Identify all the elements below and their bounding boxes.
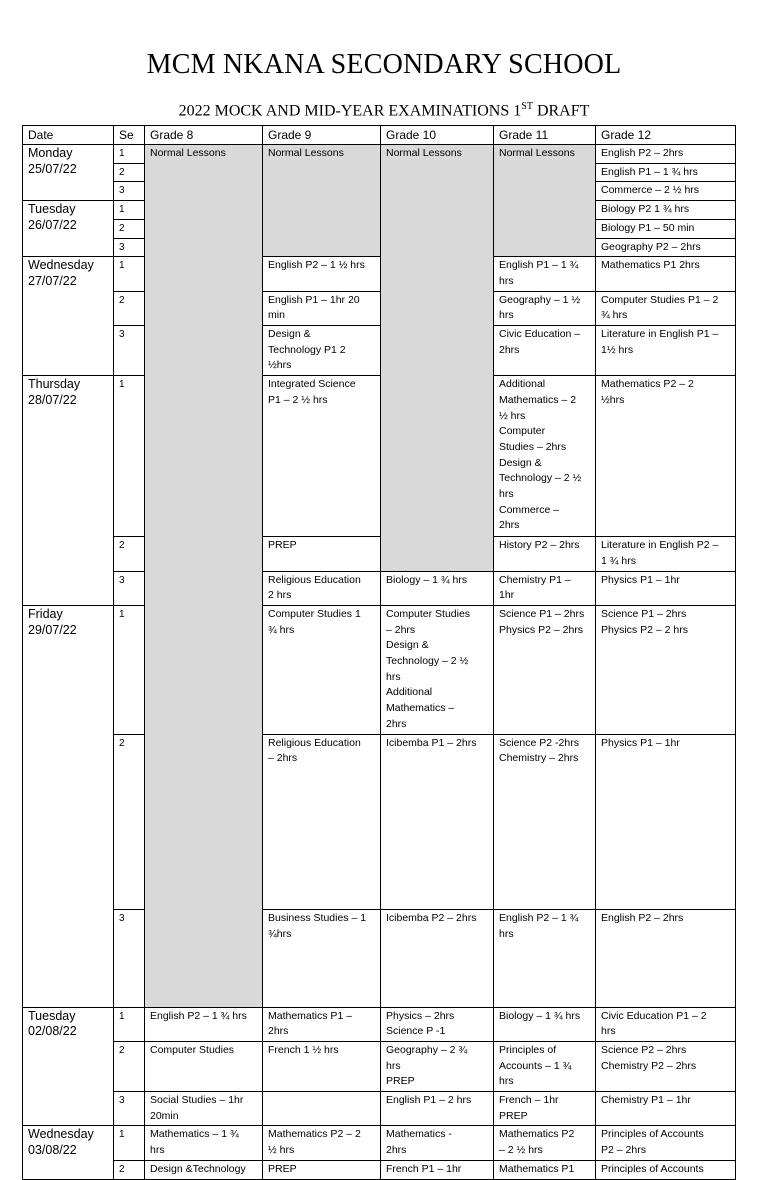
- grade-11-cell: Physics P1 – 1hr: [596, 734, 736, 910]
- grade-12-cell: Science P1 – 2hrs Physics P2 – 2 hrs: [596, 605, 736, 734]
- header-date: Date: [23, 126, 114, 145]
- grade-12-cell: Principles of Accounts P2 – 2hrs: [596, 1126, 736, 1160]
- grade-9-cell: Icibemba P2 – 2hrs: [381, 910, 494, 1007]
- grade-8-cell: Social Studies – 1hr 20min: [145, 1092, 263, 1126]
- grade-12-cell: Mathematics P2 – 2 ½hrs: [596, 376, 736, 537]
- grade-12-cell: English P2 – 2hrs: [596, 145, 736, 164]
- grade-11-cell: Civic Education – 2hrs: [494, 326, 596, 376]
- header-grade-12: Grade 12: [596, 126, 736, 145]
- grade-11-cell: French – 1hr PREP: [494, 1092, 596, 1126]
- table-row: [23, 571, 736, 605]
- grade-10-normal-lessons: Normal Lessons: [381, 145, 494, 572]
- table-row: [23, 257, 736, 291]
- grade-8-cell: English P2 – 1 ¾ hrs: [145, 1007, 263, 1041]
- grade-9-cell: Design & Technology P1 2 ½hrs: [263, 326, 381, 376]
- grade-10-cell: English P2 – 1 ¾ hrs: [494, 910, 596, 1007]
- session-cell: 2: [114, 1160, 145, 1179]
- grade-12-cell: Science P2 – 2hrs Chemistry P2 – 2hrs: [596, 1041, 736, 1091]
- session-cell: 2: [114, 734, 145, 910]
- grade-12-cell: English P1 – 1 ¾ hrs: [596, 163, 736, 182]
- day-cell: Monday 25/07/22: [23, 145, 114, 201]
- grade-11-cell: Chemistry P1 – 1hr: [494, 571, 596, 605]
- day-cell: Tuesday 26/07/22: [23, 201, 114, 257]
- table-row: [23, 326, 736, 376]
- grade-11-cell: Geography – 1 ½ hrs: [494, 291, 596, 325]
- grade-12-cell: Biology P2 1 ¾ hrs: [596, 201, 736, 220]
- grade-11-cell: Additional Mathematics – 2 ½ hrs Computer Studies – 2hrs Design & Technology – 2 ½ hrs Commerce – 2hrs: [494, 376, 596, 537]
- grade-10-cell: French P1 – 1hr: [381, 1160, 494, 1179]
- grade-11-cell: English P2 – 2hrs: [596, 910, 736, 1007]
- subtitle-tail: DRAFT: [532, 102, 590, 120]
- grade-9-normal-lessons: Normal Lessons: [263, 145, 381, 257]
- session-cell: 3: [114, 1092, 145, 1126]
- header-session: Se: [114, 126, 145, 145]
- grade-10-cell: Geography – 2 ¾ hrs PREP: [381, 1041, 494, 1091]
- grade-8-cell: Design &Technology: [145, 1160, 263, 1179]
- grade-9-cell: Icibemba P1 – 2hrs: [381, 734, 494, 910]
- header-row: [23, 126, 736, 145]
- session-cell: 3: [114, 326, 145, 376]
- grade-11-cell: English P1 – 1 ¾ hrs: [494, 257, 596, 291]
- table-row: [23, 1160, 736, 1179]
- session-cell: 3: [114, 571, 145, 605]
- grade-11-cell: Principles of Accounts – 1 ¾ hrs: [494, 1041, 596, 1091]
- session-cell: 1: [114, 1007, 145, 1041]
- grade-8-normal-lessons: Normal Lessons: [145, 145, 263, 1008]
- grade-12-cell: Principles of Accounts: [596, 1160, 736, 1179]
- session-cell: 2: [114, 1041, 145, 1091]
- grade-11-cell: Biology – 1 ¾ hrs: [494, 1007, 596, 1041]
- session-cell: 1: [114, 1126, 145, 1160]
- session-cell: 1: [114, 605, 145, 734]
- session-cell: 3: [114, 182, 145, 201]
- table-row: [23, 605, 736, 734]
- grade-10-cell: Physics – 2hrs Science P -1: [381, 1007, 494, 1041]
- grade-12-cell: Civic Education P1 – 2 hrs: [596, 1007, 736, 1041]
- table-row: [23, 910, 736, 1007]
- grade-11-cell: Mathematics P1: [494, 1160, 596, 1179]
- day-cell: Tuesday 02/08/22: [23, 1007, 114, 1126]
- document-subtitle: [0, 101, 768, 120]
- header-grade-9: Grade 9: [263, 126, 381, 145]
- grade-8-cell: Business Studies – 1 ¾hrs: [263, 910, 381, 1007]
- grade-8-cell: Computer Studies: [145, 1041, 263, 1091]
- day-cell: Wednesday 03/08/22: [23, 1126, 114, 1179]
- table-row: [23, 376, 736, 537]
- table-row: [23, 734, 736, 910]
- grade-9-cell: French 1 ½ hrs: [263, 1041, 381, 1091]
- day-cell: Wednesday 27/07/22: [23, 257, 114, 376]
- grade-8-cell: Mathematics – 1 ¾ hrs: [145, 1126, 263, 1160]
- grade-9-cell: Mathematics P1 – 2hrs: [263, 1007, 381, 1041]
- table-row: [23, 291, 736, 325]
- day-cell: Friday 29/07/22: [23, 605, 114, 1007]
- grade-9-cell: Integrated Science P1 – 2 ½ hrs: [263, 376, 381, 537]
- grade-9-cell: Religious Education 2 hrs: [263, 571, 381, 605]
- subtitle-superscript: ST: [521, 101, 533, 112]
- grade-11-cell: Mathematics P2 – 2 ½ hrs: [494, 1126, 596, 1160]
- grade-11-cell: History P2 – 2hrs: [494, 537, 596, 571]
- subtitle-main: 2022 MOCK AND MID-YEAR EXAMINATIONS 1: [178, 102, 522, 120]
- grade-9-cell: PREP: [263, 537, 381, 571]
- grade-12-cell: Mathematics P1 2hrs: [596, 257, 736, 291]
- grade-12-cell: Physics P1 – 1hr: [596, 571, 736, 605]
- grade-11-cell: Science P1 – 2hrs Physics P2 – 2hrs: [494, 605, 596, 734]
- table-row: [23, 1126, 736, 1160]
- header-grade-10: Grade 10: [381, 126, 494, 145]
- grade-9-cell: Mathematics P2 – 2 ½ hrs: [263, 1126, 381, 1160]
- day-cell: Thursday 28/07/22: [23, 376, 114, 606]
- grade-12-cell: Computer Studies P1 – 2 ¾ hrs: [596, 291, 736, 325]
- session-cell: 2: [114, 537, 145, 571]
- session-cell: 1: [114, 257, 145, 291]
- session-cell: 3: [114, 910, 145, 1007]
- grade-8-cell: Religious Education – 2hrs: [263, 734, 381, 910]
- grade-12-cell: Commerce – 2 ½ hrs: [596, 182, 736, 201]
- session-cell: 1: [114, 201, 145, 220]
- header-grade-8: Grade 8: [145, 126, 263, 145]
- grade-9-cell: English P2 – 1 ½ hrs: [263, 257, 381, 291]
- session-cell: 1: [114, 145, 145, 164]
- grade-10-cell: English P1 – 2 hrs: [381, 1092, 494, 1126]
- exam-timetable: [22, 125, 736, 1180]
- grade-12-cell: Geography P2 – 2hrs: [596, 238, 736, 257]
- session-cell: 3: [114, 238, 145, 257]
- table-row: [23, 1007, 736, 1041]
- session-cell: 2: [114, 163, 145, 182]
- table-row: [23, 1092, 736, 1126]
- grade-10-cell: Biology – 1 ¾ hrs: [381, 571, 494, 605]
- session-cell: 2: [114, 219, 145, 238]
- grade-10-cell: Science P2 -2hrs Chemistry – 2hrs: [494, 734, 596, 910]
- grade-9-cell: PREP: [263, 1160, 381, 1179]
- session-cell: 1: [114, 376, 145, 537]
- grade-10-cell: Mathematics - 2hrs: [381, 1126, 494, 1160]
- table-row: [23, 537, 736, 571]
- grade-9-cell: [263, 1092, 381, 1126]
- grade-12-cell: Biology P1 – 50 min: [596, 219, 736, 238]
- table-row: [23, 145, 736, 164]
- grade-9-cell: Computer Studies 1 ¾ hrs: [263, 605, 381, 734]
- school-title: MCM NKANA SECONDARY SCHOOL: [146, 49, 622, 80]
- grade-12-cell: Literature in English P1 – 1½ hrs: [596, 326, 736, 376]
- session-cell: 2: [114, 291, 145, 325]
- grade-9-cell: English P1 – 1hr 20 min: [263, 291, 381, 325]
- grade-10-cell: Computer Studies – 2hrs Design & Technology – 2 ½ hrs Additional Mathematics – 2hrs: [381, 605, 494, 734]
- grade-12-cell: Literature in English P2 – 1 ¾ hrs: [596, 537, 736, 571]
- grade-12-cell: Chemistry P1 – 1hr: [596, 1092, 736, 1126]
- table-row: [23, 1041, 736, 1091]
- header-grade-11: Grade 11: [494, 126, 596, 145]
- grade-11-normal-lessons: Normal Lessons: [494, 145, 596, 257]
